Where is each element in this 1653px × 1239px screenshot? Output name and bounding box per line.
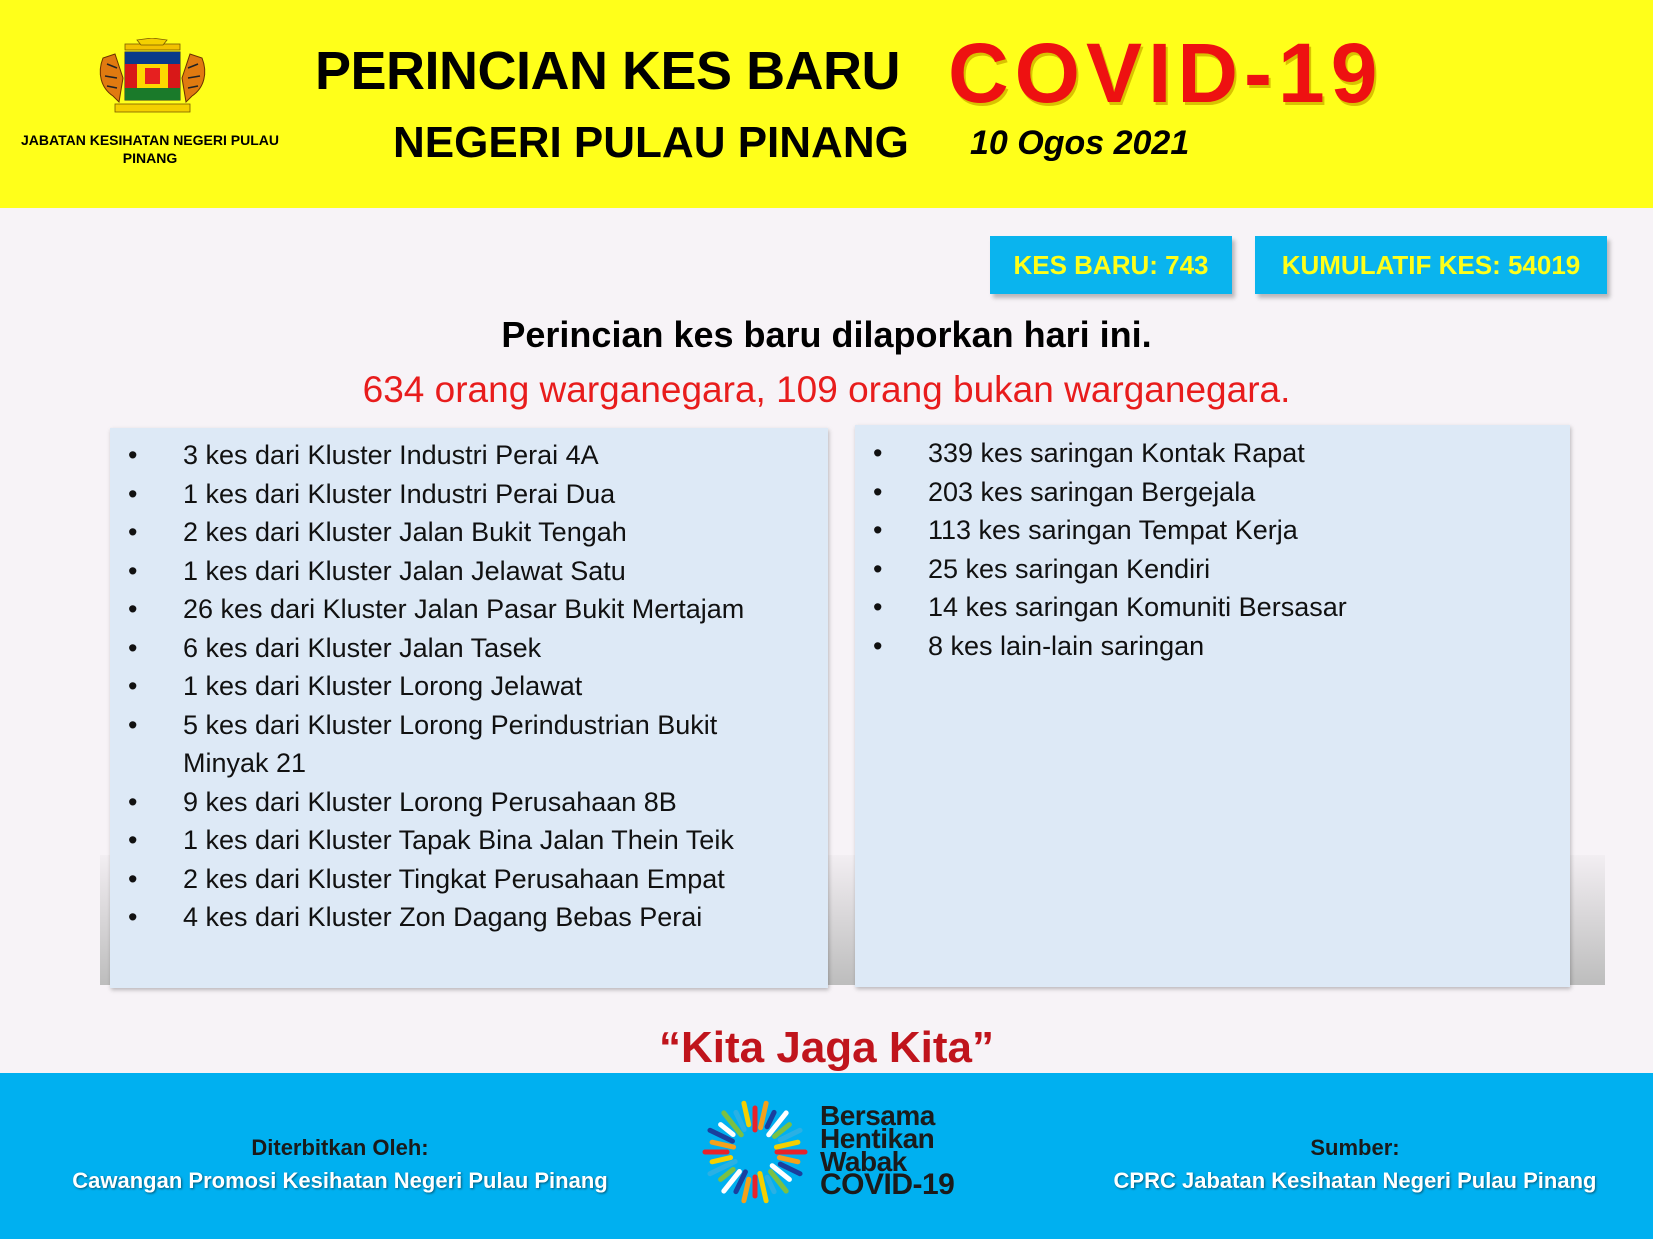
slogan: “Kita Jaga Kita” [659, 1023, 994, 1072]
list-item: • 339 kes saringan Kontak Rapat [860, 434, 1550, 473]
publisher-name: Cawangan Promosi Kesihatan Negeri Pulau Pinang [72, 1168, 608, 1193]
department-name: JABATAN KESIHATAN NEGERI PULAU PINANG [21, 132, 279, 166]
list-item: • 113 kes saringan Tempat Kerja [860, 511, 1550, 550]
report-date: 10 Ogos 2021 [970, 124, 1190, 162]
logo-line: Bersama [820, 1100, 935, 1131]
logo-line: Wabak [820, 1146, 907, 1177]
list-item: • 9 kes dari Kluster Lorong Perusahaan 8B [115, 783, 805, 822]
covid-title: COVID-19 [948, 26, 1384, 120]
logo-line: COVID-19 [820, 1168, 955, 1201]
list-item: • 2 kes dari Kluster Tingkat Perusahaan Empat [115, 860, 805, 899]
list-item: • 1 kes dari Kluster Lorong Jelawat [115, 667, 805, 706]
campaign-logo-text [820, 1100, 955, 1201]
burst-ray [761, 1103, 767, 1127]
starburst-logo-icon [700, 1097, 810, 1207]
burst-ray [776, 1142, 797, 1147]
list-item: • 3 kes dari Kluster Industri Perai 4A [115, 436, 805, 475]
citizenship-breakdown: 634 orang warganegara, 109 orang bukan warganegara. [362, 369, 1291, 410]
burst-ray [767, 1112, 774, 1126]
summary-heading: Perincian kes baru dilaporkan hari ini. [501, 314, 1152, 355]
burst-ray [744, 1103, 749, 1124]
page-title: PERINCIAN KES BARU [315, 41, 901, 101]
cumulative-cases-badge: KUMULATIF KES: 54019 [1255, 236, 1607, 294]
burst-ray [767, 1177, 774, 1191]
list-item: • 4 kes dari Kluster Zon Dagang Bebas Perai [115, 898, 805, 937]
burst-ray [744, 1179, 749, 1200]
state-title: NEGERI PULAU PINANG [393, 118, 909, 167]
screenings-list [860, 434, 1550, 665]
list-item: • 25 kes saringan Kendiri [860, 550, 1550, 589]
list-item: • 14 kes saringan Komuniti Bersasar [860, 588, 1550, 627]
list-item: • 8 kes lain-lain saringan [860, 627, 1550, 666]
list-item: • 6 kes dari Kluster Jalan Tasek [115, 629, 805, 668]
list-item: • 1 kes dari Kluster Industri Perai Dua [115, 475, 805, 514]
clusters-list [115, 436, 805, 937]
list-item: • 26 kes dari Kluster Jalan Pasar Bukit Mertajam [115, 590, 805, 629]
logo-line: Hentikan [820, 1123, 935, 1154]
header-banner [0, 0, 1653, 208]
list-item: • 1 kes dari Kluster Jalan Jelawat Satu [115, 552, 805, 591]
burst-ray [712, 1142, 733, 1147]
source-label: Sumber: [1310, 1135, 1400, 1160]
source-name: CPRC Jabatan Kesihatan Negeri Pulau Pinang [1113, 1168, 1597, 1193]
list-item: • 1 kes dari Kluster Tapak Bina Jalan Thein Teik [115, 821, 805, 860]
burst-ray [712, 1158, 731, 1162]
list-item: • 203 kes saringan Bergejala [860, 473, 1550, 512]
publisher-label: Diterbitkan Oleh: [251, 1135, 429, 1160]
list-item: • 5 kes dari Kluster Lorong Perindustrian Bukit Minyak 21 [115, 706, 743, 783]
list-item: • 2 kes dari Kluster Jalan Bukit Tengah [115, 513, 805, 552]
coat-of-arms-icon [95, 38, 210, 118]
new-cases-badge: KES BARU: 743 [990, 236, 1232, 294]
burst-ray [779, 1158, 798, 1162]
